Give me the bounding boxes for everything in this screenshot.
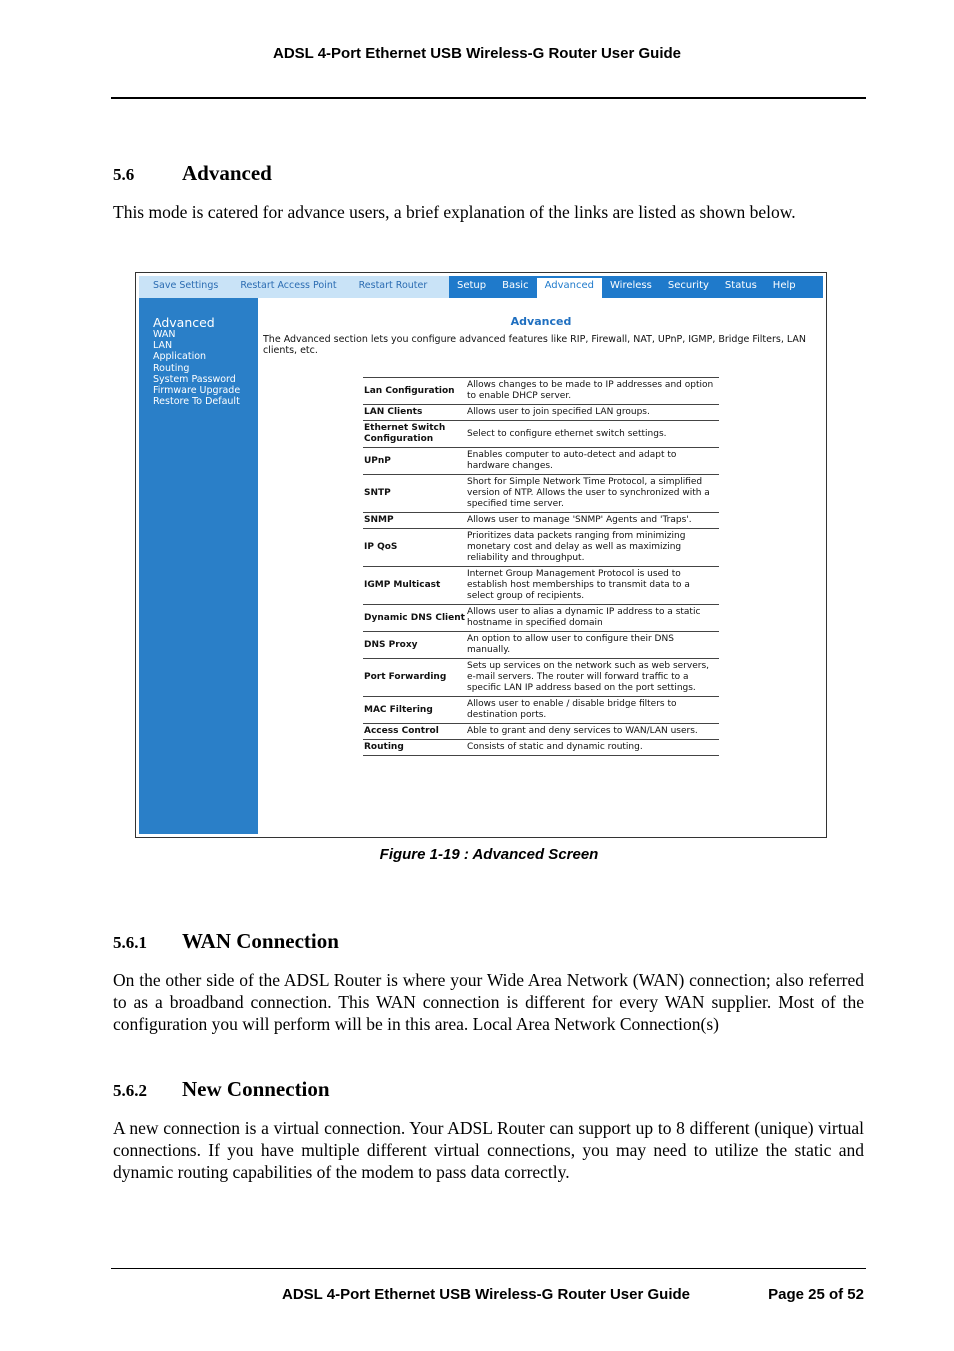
tab-setup[interactable]: Setup [457, 280, 487, 291]
link-name[interactable]: LAN Clients [363, 405, 466, 421]
link-name[interactable]: SNMP [363, 513, 466, 529]
link-description: Prioritizes data packets ranging from minimizing monetary cost and delay as well as maximizing reliability and throughput. [466, 529, 719, 567]
sidebar-title: Advanced [153, 315, 215, 330]
table-row [363, 529, 719, 567]
router-sidebar [139, 298, 258, 834]
content-intro: The Advanced section lets you configure advanced features like RIP, Firewall, NAT, UPnP, IGMP, Bridge Filters, LAN clients, etc. [263, 334, 806, 354]
restart-access-point-link[interactable]: Restart Access Point [240, 280, 337, 291]
tab-help[interactable]: Help [772, 280, 796, 291]
router-top-nav [139, 276, 823, 298]
section-title: Advanced [182, 161, 272, 185]
link-description: Enables computer to auto-detect and adapt to hardware changes. [466, 448, 719, 475]
link-description: Allows user to alias a dynamic IP address to a static hostname in specified domain [466, 605, 719, 632]
link-name[interactable]: Ethernet Switch Configuration [363, 421, 466, 448]
link-description: Allows changes to be made to IP addresses and option to enable DHCP server. [466, 378, 719, 405]
table-row [363, 405, 719, 421]
link-name[interactable]: IP QoS [363, 529, 466, 567]
advanced-links-table [363, 377, 719, 756]
restart-router-link[interactable]: Restart Router [358, 280, 428, 291]
link-description: Sets up services on the network such as web servers, e-mail servers. The router will forward traffic to a specific LAN IP address based on the port settings. [466, 659, 719, 697]
link-description: Select to configure ethernet switch settings. [466, 421, 719, 448]
link-name[interactable]: DNS Proxy [363, 632, 466, 659]
table-row [363, 378, 719, 405]
table-row [363, 632, 719, 659]
table-row [363, 475, 719, 513]
link-name[interactable]: Access Control [363, 724, 466, 740]
link-name[interactable]: MAC Filtering [363, 697, 466, 724]
footer-title: ADSL 4-Port Ethernet USB Wireless-G Router User Guide [282, 1286, 691, 1303]
section-wan-heading [113, 929, 339, 954]
section-number: 5.6.2 [113, 1081, 147, 1100]
link-description: Allows user to enable / disable bridge filters to destination ports. [466, 697, 719, 724]
figure-caption: Figure 1-19 : Advanced Screen [379, 846, 599, 863]
link-description: Internet Group Management Protocol is used to establish host memberships to transmit data to a select group of recipients. [466, 567, 719, 605]
table-row [363, 740, 719, 756]
sidebar-item-lan[interactable]: LAN [153, 340, 173, 352]
page-header-title: ADSL 4-Port Ethernet USB Wireless-G Router User Guide [272, 45, 681, 62]
section-title: WAN Connection [182, 929, 339, 953]
link-name[interactable]: SNTP [363, 475, 466, 513]
router-tabs [449, 276, 823, 298]
section-wan-body: On the other side of the ADSL Router is where your Wide Area Network (WAN) connection; also referred to as a broadband connection. This WAN connection is different for every WAN supplier. Most of the configuration you will perform will be in this area. Local Area Network Connection(s) [113, 970, 864, 1034]
section-number: 5.6 [113, 165, 135, 184]
sidebar-item-routing[interactable]: Routing [153, 362, 190, 374]
section-title: New Connection [182, 1077, 330, 1101]
table-row [363, 724, 719, 740]
page-number: Page 25 of 52 [768, 1286, 864, 1303]
link-description: Consists of static and dynamic routing. [466, 740, 719, 756]
footer-rule [111, 1268, 866, 1269]
sidebar-item-system-password[interactable]: System Password [153, 373, 236, 385]
tab-status[interactable]: Status [724, 280, 757, 291]
tab-security[interactable]: Security [667, 280, 709, 291]
advanced-screen-figure [135, 272, 827, 838]
sidebar-item-application[interactable]: Application [153, 351, 207, 363]
sidebar-item-wan[interactable]: WAN [153, 329, 176, 340]
link-name[interactable]: IGMP Multicast [363, 567, 466, 605]
link-description: An option to allow user to configure their DNS manually. [466, 632, 719, 659]
link-name[interactable]: Routing [363, 740, 466, 756]
table-row [363, 513, 719, 529]
section-number: 5.6.1 [113, 933, 147, 952]
save-settings-link[interactable]: Save Settings [153, 280, 219, 291]
link-name[interactable]: Port Forwarding [363, 659, 466, 697]
header-rule [111, 97, 866, 99]
section-new-body: A new connection is a virtual connection. Your ADSL Router can support up to 8 different (unique) virtual connections. If you have multiple different virtual connections, you may need to utilize the static and dynamic routing capabilities of the modem to pass data correctly. [113, 1118, 864, 1182]
sidebar-item-restore-to-default[interactable]: Restore To Default [153, 396, 240, 408]
sidebar-menu [153, 329, 240, 407]
top-action-links [139, 276, 449, 298]
content-title: Advanced [510, 315, 572, 328]
table-row [363, 421, 719, 448]
table-row [363, 448, 719, 475]
table-row [363, 567, 719, 605]
table-row [363, 605, 719, 632]
tab-wireless[interactable]: Wireless [610, 280, 652, 291]
tab-advanced[interactable]: Advanced [537, 278, 602, 298]
section-advanced-body: This mode is catered for advance users, a brief explanation of the links are listed as shown below. [113, 202, 796, 222]
table-row [363, 697, 719, 724]
section-new-heading [113, 1077, 330, 1102]
link-name[interactable]: Dynamic DNS Client [363, 605, 466, 632]
table-row [363, 659, 719, 697]
link-name[interactable]: UPnP [363, 448, 466, 475]
link-description: Allows user to join specified LAN groups. [466, 405, 719, 421]
link-description: Allows user to manage 'SNMP' Agents and 'Traps'. [466, 513, 719, 529]
section-advanced-heading [113, 161, 272, 186]
sidebar-item-firmware-upgrade[interactable]: Firmware Upgrade [153, 385, 241, 397]
link-name[interactable]: Lan Configuration [363, 378, 466, 405]
link-description: Able to grant and deny services to WAN/LAN users. [466, 724, 719, 740]
link-description: Short for Simple Network Time Protocol, a simplified version of NTP. Allows the user to synchronized with a specified time server. [466, 475, 719, 513]
tab-basic[interactable]: Basic [502, 280, 529, 291]
